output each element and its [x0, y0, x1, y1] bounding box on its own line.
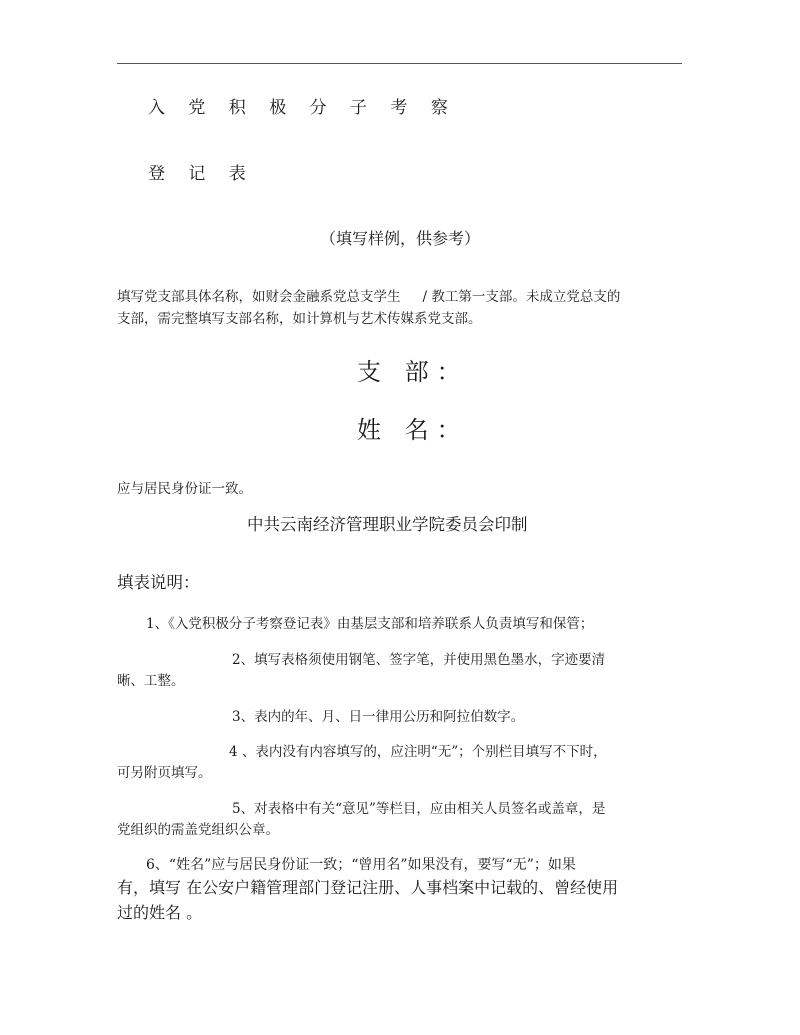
id-note: 应与居民身份证一致。	[117, 481, 252, 497]
branch-note-line1-part2: / 教工第一支部。未成立党总支的	[422, 289, 621, 305]
sample-note: （填写样例，供参考）	[320, 229, 481, 248]
instruction-item-6-line2: 有，填写 在公安户籍管理部门登记注册、人事档案中记载的、曾经使用	[117, 878, 619, 897]
instruction-item-6-line3: 过的姓名 。	[117, 903, 203, 922]
branch-field-label: 支 部：	[357, 358, 469, 386]
instruction-item-5-line1: 5、对表格中有关“意见”等栏目，应由相关人员签名或盖章，是	[232, 801, 606, 817]
instruction-item-1: 1、《入党积极分子考察登记表》由基层支部和培养联系人负责填写和保管；	[146, 616, 594, 632]
instruction-item-2-line1: 2、填写表格须使用钢笔、签字笔，并使用黑色墨水，字迹要清	[232, 652, 606, 668]
instruction-item-5-line2: 党组织的需盖党组织公章。	[117, 822, 279, 838]
form-title-line2: 登 记 表	[148, 164, 255, 184]
instruction-item-6-line1: 6、“姓名”应与居民身份证一致；“曾用名”如果没有，要写“无”；如果	[146, 857, 576, 873]
instructions-heading: 填表说明：	[117, 573, 200, 592]
instruction-item-3: 3、表内的年、月、日一律用公历和阿拉伯数字。	[232, 709, 525, 725]
printer-line: 中共云南经济管理职业学院委员会印制	[247, 515, 528, 534]
branch-note-line1-part1: 填写党支部具体名称，如财会金融系党总支学生	[117, 289, 401, 305]
instruction-item-4-line2: 可另附页填写。	[117, 765, 212, 781]
instruction-item-2-line2: 晰、工整。	[117, 673, 185, 689]
branch-note-line1	[117, 291, 620, 305]
instruction-item-4-line1: 4 、表内没有内容填写的，应注明“无”；个别栏目填写不下时，	[229, 744, 607, 760]
branch-note-line2: 支部，需完整填写支部名称，如计算机与艺术传媒系党支部。	[117, 311, 482, 327]
form-title-line1: 入 党 积 极 分 子 考 察	[148, 98, 457, 118]
top-rule	[117, 63, 682, 64]
name-field-label: 姓 名：	[357, 416, 469, 444]
